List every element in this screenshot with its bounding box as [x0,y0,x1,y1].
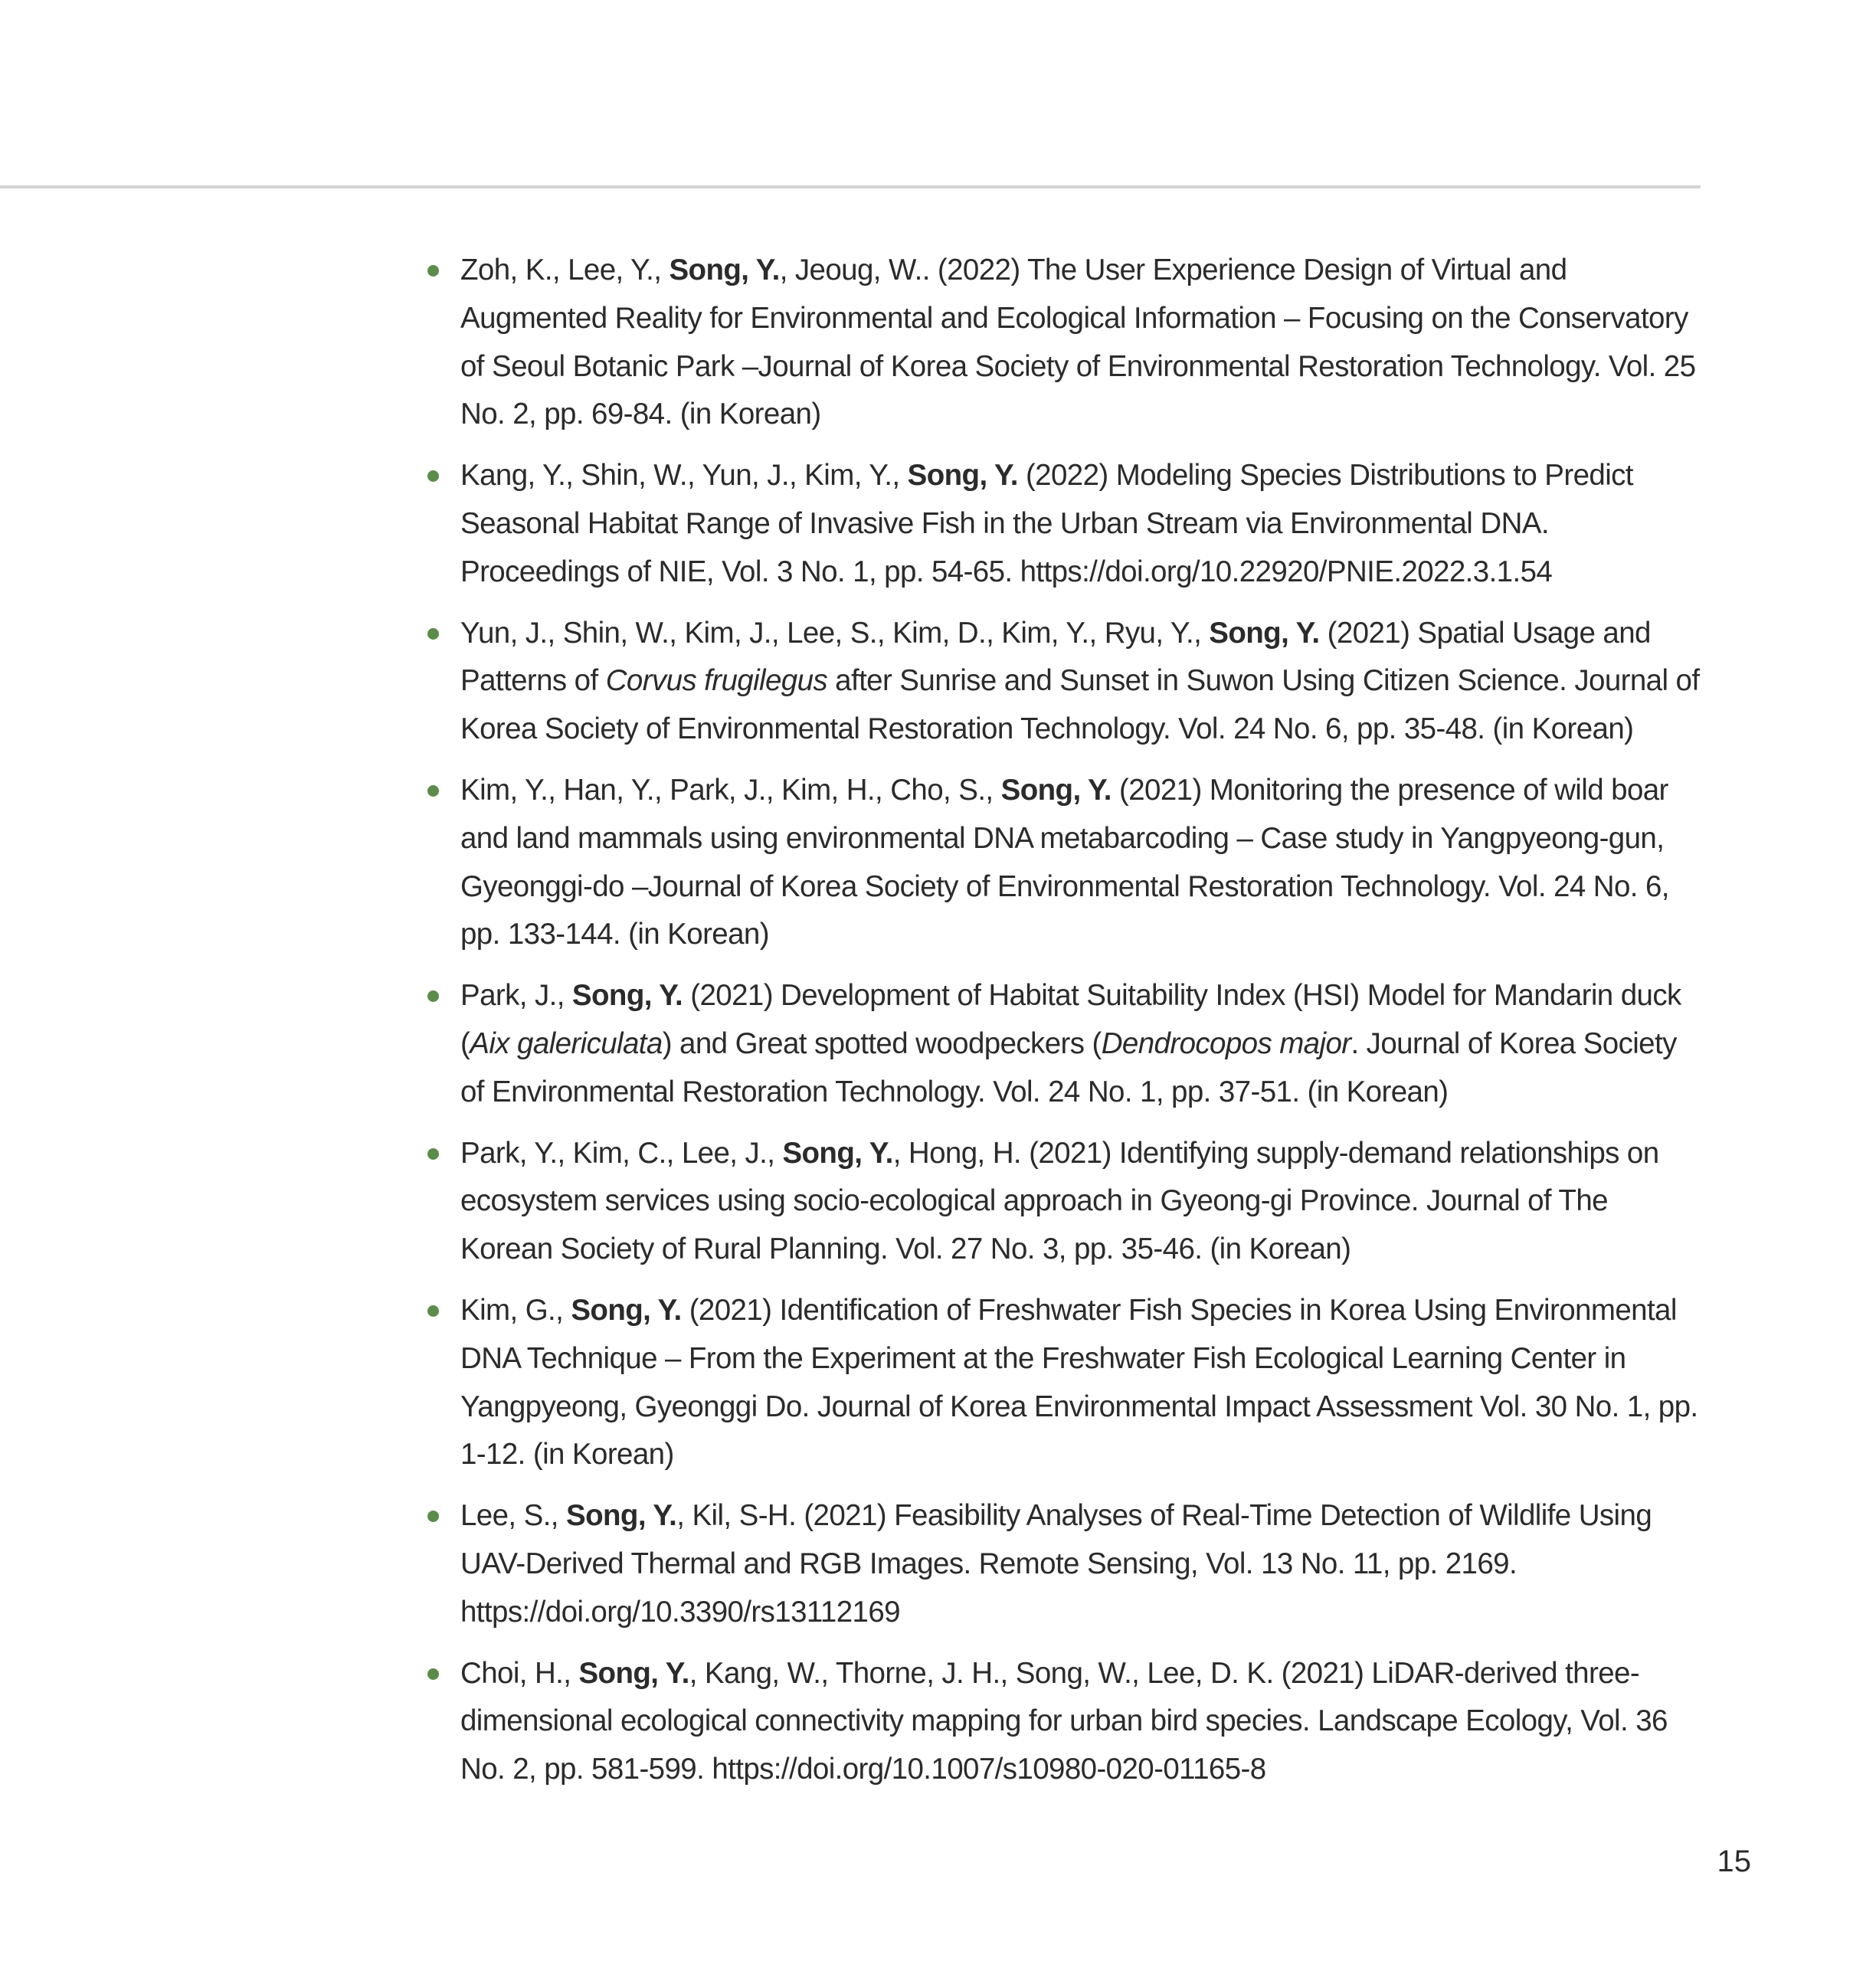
publication-text: , Hong, H. (2021) Identifying supply-demand relationships on ecosystem services using socio-ecological approach in Gyeong-gi Province. Journal of The Korean Society of Rural Planning. Vol. 27 No. 3, pp. 35-46. (in Korean) [460,1136,1659,1266]
species-name: Corvus frugilegus [605,664,828,698]
publication-text-continued: ) and Great spotted woodpeckers ( [662,1026,1102,1060]
publication-text: , Kang, W., Thorne, J. H., Song, W., Lee, D. K. (2021) LiDAR-derived three-dimensional ecological connectivity mapping for urban bird species. Landscape Ecology, Vol. 36 No. 2, pp. 581-599. https://doi.org/10.1007/s10980-020-01165-8 [460,1656,1668,1786]
publication-text: (2022) Modeling Species Distributions to Predict Seasonal Habitat Range of Invasive Fish in the Urban Stream via Environmental DNA. Proceedings of NIE, Vol. 3 No. 1, pp. 54-65. https://doi.org/10.22920/PNIE.2022.3.1.54 [460,459,1633,588]
bullet-icon [427,628,439,640]
publication-author-highlight: Song, Y. [669,254,780,286]
publication-author-highlight: Song, Y. [571,979,683,1013]
publication-author-highlight: Song, Y. [782,1136,893,1170]
publication-item [424,1492,1703,1636]
bullet-icon [427,1511,439,1522]
bullet-icon [427,990,439,1002]
bullet-icon [427,1148,439,1160]
publication-authors: Park, Y., Kim, C., Lee, J., [460,1136,783,1170]
bullet-icon [427,265,439,277]
publication-item [424,452,1703,596]
publication-text: (2021) Spatial Usage and Patterns of [460,616,1651,698]
publication-item [424,1130,1703,1274]
publication-text: (2021) Development of Habitat Suitability Index (HSI) Model for Mandarin duck ( [460,979,1681,1060]
bullet-icon [427,785,439,797]
publication-authors: Yun, J., Shin, W., Kim, J., Lee, S., Kim, D., Kim, Y., Ryu, Y., [460,616,1210,650]
publication-item [424,610,1703,754]
publication-text: , Kil, S-H. (2021) Feasibility Analyses of Real-Time Detection of Wildlife Using UAV-Derived Thermal and RGB Images. Remote Sensing, Vol. 13 No. 11, pp. 2169. https://doi.org/10.3390/rs13112169 [460,1499,1652,1629]
publication-item [424,972,1703,1116]
publication-author-highlight: Song, Y. [566,1499,677,1533]
publication-item [424,1650,1703,1794]
species-name: Dendrocopos major [1101,1026,1351,1060]
bullet-icon [427,1305,439,1317]
publication-text: (2021) Identification of Freshwater Fish Species in Korea Using Environmental DNA Technique – From the Experiment at the Freshwater Fish Ecological Learning Center in Yangpyeong, Gyeonggi Do. Journal of Korea Environmental Impact Assessment Vol. 30 No. 1, pp. 1-12. (in Korean) [460,1293,1698,1472]
publication-author-highlight: Song, Y. [578,1656,689,1690]
publication-text-continued: . Journal of Korea Society of Environmental Restoration Technology. Vol. 24 No. 1, pp. 37-51. (in Korean) [460,1026,1677,1108]
publication-item [424,1287,1703,1479]
publication-authors: Park, J., [460,979,572,1013]
publication-author-highlight: Song, Y. [907,459,1018,493]
species-name: Aix galericulata [470,1026,663,1060]
publication-text: , Jeoug, W.. (2022) The User Experience Design of Virtual and Augmented Reality for Environmental and Ecological Information – Focusing on the Conservatory of Seoul Botanic Park –Journal of Korea Society of Environmental Restoration Technology. Vol. 25 No. 2, pp. 69-84. (in Korean) [460,254,1696,431]
bullet-icon [427,1668,439,1680]
page-number: 15 [1717,1845,1751,1878]
publication-text-continued: after Sunrise and Sunset in Suwon Using Citizen Science. Journal of Korea Society of Environmental Restoration Technology. Vol. 24 No. 6, pp. 35-48. (in Korean) [460,664,1700,746]
publication-item [424,767,1703,959]
publication-authors: Choi, H., [460,1656,579,1690]
publication-item [424,247,1703,439]
publication-authors: Zoh, K., Lee, Y., [460,254,670,286]
publication-authors: Kang, Y., Shin, W., Yun, J., Kim, Y., [460,459,908,493]
publication-author-highlight: Song, Y. [571,1293,682,1327]
publication-authors: Kim, Y., Han, Y., Park, J., Kim, H., Cho, S., [460,773,1001,807]
publication-list [424,247,1703,1807]
bullet-icon [427,470,439,482]
publication-text: (2021) Monitoring the presence of wild boar and land mammals using environmental DNA metabarcoding – Case study in Yangpyeong-gun, Gyeonggi-do –Journal of Korea Society of Environmental Restoration Technology. Vol. 24 No. 6, pp. 133-144. (in Korean) [460,773,1669,951]
publication-authors: Kim, G., [460,1293,571,1327]
publication-author-highlight: Song, Y. [1000,773,1112,807]
header-divider [0,185,1701,188]
publication-author-highlight: Song, Y. [1209,616,1320,650]
publication-authors: Lee, S., [460,1499,566,1533]
